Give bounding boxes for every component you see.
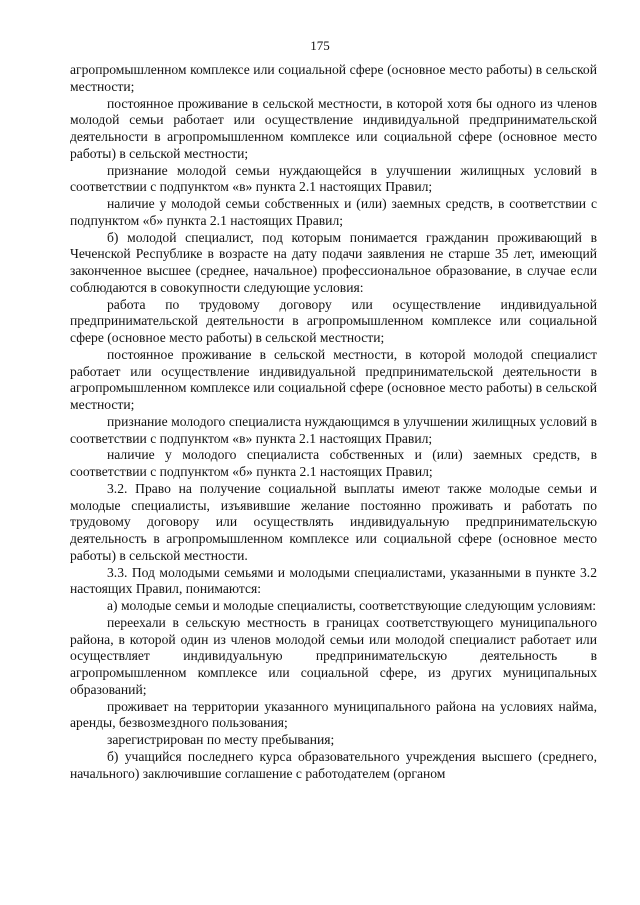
- paragraph: наличие у молодой семьи собственных и (или) заемных средств, в соответствии с подпунктом «б» пункта 2.1 настоящих Правил;: [70, 196, 597, 228]
- paragraph: а) молодые семьи и молодые специалисты, соответствующие следующим условиям:: [107, 598, 597, 613]
- paragraph: признание молодого специалиста нуждающимся в улучшении жилищных условий в соответствии с подпунктом «в» пункта 2.1 настоящих Правил;: [70, 413, 597, 446]
- paragraph: переехали в сельскую местность в границах соответствующего муниципального района, в которой один из членов молодой семьи или молодой специалист работает или осуществляет индивидуальную предпринимательскую деятельность в агропромышленном комплексе или социальной сфере, из других муниципальных образований;: [70, 614, 597, 697]
- paragraph: признание молодой семьи нуждающейся в улучшении жилищных условий в соответствии с подпунктом «в» пункта 2.1 настоящих Правил;: [70, 162, 597, 195]
- page-number: 175: [310, 38, 330, 53]
- paragraph: наличие у молодого специалиста собственных и (или) заемных средств, в соответствии с подпунктом «б» пункта 2.1 настоящих Правил;: [70, 447, 597, 479]
- paragraph: постоянное проживание в сельской местности, в которой хотя бы одного из членов молодой семьи работает или осуществление индивидуальной предпринимательской деятельности в агропромышленном комплексе или социальной сфере (основное место работы) в сельской местности;: [70, 95, 597, 161]
- paragraph: б) молодой специалист, под которым понимается гражданин проживающий в Чеченской Республике в возрасте на дату подачи заявления не старше 35 лет, имеющий законченное высшее (среднее, начальное) профессиональное образование, в случае если соблюдаются в совокупности следующие условия:: [70, 229, 597, 295]
- paragraph: 3.2. Право на получение социальной выплаты имеют также молодые семьи и молодые специалисты, изъявившие желание постоянно проживать и работать по трудовому договору или осуществлять индивидуальную предпринимательскую деятельность в агропромышленном комплексе или социальной сфере (основное место работы) в сельской местности.: [70, 480, 597, 563]
- paragraph: проживает на территории указанного муниципального района на условиях найма, аренды, безвозмездного пользования;: [70, 698, 597, 731]
- paragraph: агропромышленном комплексе или социальной сфере (основное место работы) в сельской местности;: [70, 62, 597, 94]
- paragraph: зарегистрирован по месту пребывания;: [107, 732, 335, 747]
- paragraph: б) учащийся последнего курса образовательного учреждения высшего (среднего, начального) заключившие соглашение с работодателем (органом: [70, 748, 597, 781]
- paragraph: постоянное проживание в сельской местности, в которой молодой специалист работает или осуществление индивидуальной предпринимательской деятельности в агропромышленном комплексе или социальной сфере (основное место работы) в сельской местности;: [70, 346, 597, 412]
- paragraph: работа по трудовому договору или осуществление индивидуальной предпринимательской деятельности в агропромышленном комплексе или социальной сфере (основное место работы) в сельской местности;: [70, 296, 597, 345]
- document-body: [70, 62, 597, 782]
- paragraph: 3.3. Под молодыми семьями и молодыми специалистами, указанными в пункте 3.2 настоящих Правил, понимаются:: [70, 564, 597, 597]
